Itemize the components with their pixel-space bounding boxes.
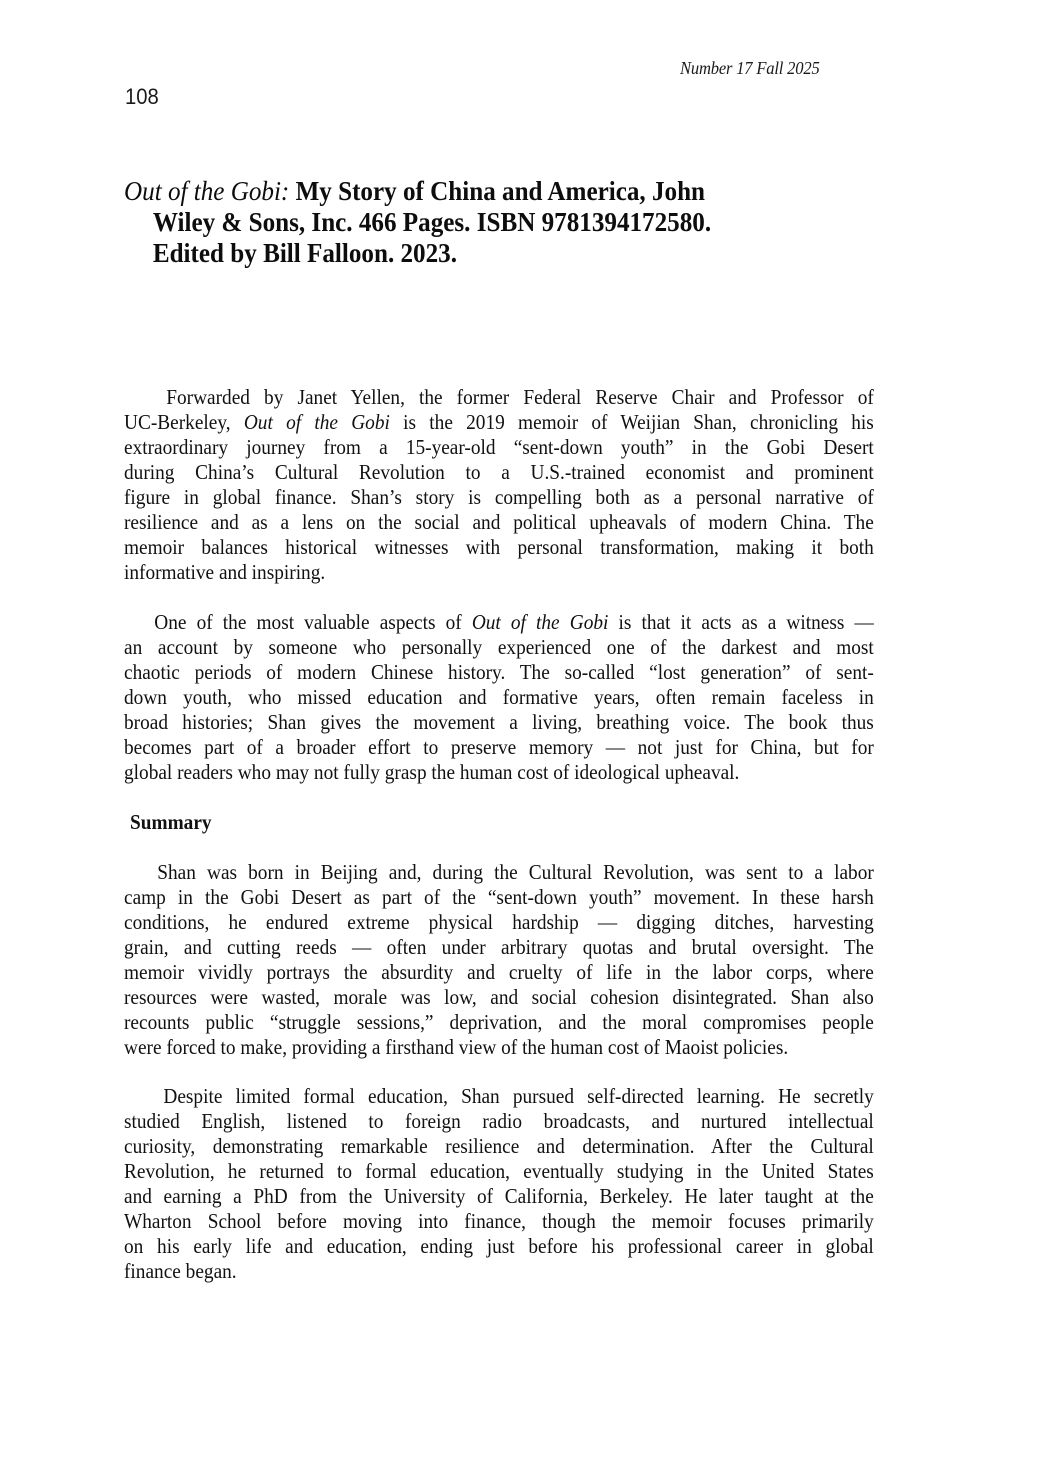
text-line [124,1209,874,1234]
text-line [124,910,874,935]
text-line-content: extraordinary journey from a 15-year-old “sent-down youth” in the Gobi Desert [124,435,874,459]
text-line-content: chaotic periods of modern Chinese history. The so-called “lost generation” of sent- [124,660,874,684]
text-segment: is the 2019 memoir of Weijian Shan, chronicling his [389,410,874,434]
text-line-content: an account by someone who personally experienced one of the darkest and most [124,635,874,659]
text-line [124,985,874,1010]
text-line-content: Shan was born in Beijing and, during the Cultural Revolution, was sent to a labor [124,860,874,884]
text-line-content: down youth, who missed education and formative years, often remain faceless in [124,685,874,709]
text-line-content: curiosity, demonstrating remarkable resilience and determination. After the Cultural [124,1134,874,1158]
text-line-content: figure in global finance. Shan’s story is compelling both as a personal narrative of [124,485,874,509]
text-line-content: during China’s Cultural Revolution to a U.S.-trained economist and prominent [124,460,874,484]
text-line [124,1035,874,1060]
text-line [124,935,874,960]
text-line [124,1109,874,1134]
text-line-content: memoir balances historical witnesses with personal transformation, making it both [124,535,874,559]
text-line [124,560,874,585]
paragraph-summary-2 [124,1084,874,1284]
text-line-content: memoir vividly portrays the absurdity and cruelty of life in the labor corps, where [124,960,874,984]
text-line [124,660,874,685]
text-line-content: camp in the Gobi Desert as part of the “sent-down youth” movement. In these harsh [124,885,874,909]
paragraph-summary-1 [124,860,874,1060]
text-line-content: studied English, listened to foreign radio broadcasts, and nurtured intellectual [124,1109,874,1133]
text-line [124,610,874,635]
text-line-content: global readers who may not fully grasp the human cost of ideological upheaval. [124,760,740,784]
page-number: 108 [125,84,159,109]
title-line-1 [124,176,831,207]
text-segment: One of the most valuable aspects of [124,610,472,634]
text-line-content: Wharton School before moving into finance, though the memoir focuses primarily [124,1209,874,1233]
text-line-content: Despite limited formal education, Shan pursued self-directed learning. He secretly [124,1084,874,1108]
text-line [124,1234,874,1259]
text-line-content: Forwarded by Janet Yellen, the former Federal Reserve Chair and Professor of [124,385,874,409]
text-line-content: resources were wasted, morale was low, and social cohesion disintegrated. Shan also [124,985,874,1009]
text-line [124,435,874,460]
text-line [124,685,874,710]
text-line-content: resilience and as a lens on the social and political upheavals of modern China. The [124,510,874,534]
text-line [124,460,874,485]
text-line-content: informative and inspiring. [124,560,326,584]
text-line [124,410,874,435]
text-line [124,1010,874,1035]
title-line-1-rest: My Story of China and America, John [289,176,706,206]
title-line-3: Edited by Bill Falloon. 2023. [152,238,457,268]
book-title-italic: Out of the Gobi [471,610,609,634]
text-line-content: conditions, he endured extreme physical hardship — digging ditches, harvesting [124,910,874,934]
book-title: Out of the Gobi: [124,176,290,206]
text-line-content: broad histories; Shan gives the movement a living, breathing voice. The book thus [124,710,874,734]
text-line [124,1084,874,1109]
text-line-content [124,610,874,635]
paragraph-intro [124,385,874,585]
text-line [124,760,874,785]
title-line-2: Wiley & Sons, Inc. 466 Pages. ISBN 9781394172580. [152,207,712,237]
text-line-content: grain, and cutting reeds — often under arbitrary quotas and brutal oversight. The [124,935,874,959]
text-line-content: were forced to make, providing a firsthand view of the human cost of Maoist policies. [124,1035,789,1059]
text-line [124,1259,874,1284]
section-heading-summary: Summary [130,810,212,834]
running-head: Number 17 Fall 2025 [680,58,820,78]
text-line [124,510,874,535]
text-line [124,710,874,735]
text-line [124,1159,874,1184]
text-line [124,860,874,885]
text-line [124,635,874,660]
text-line-content: and earning a PhD from the University of California, Berkeley. He later taught at the [124,1184,874,1208]
text-line-content [124,410,874,435]
review-title [124,176,884,269]
text-line [124,960,874,985]
book-title-italic: Out of the Gobi [243,410,390,434]
text-line-content: Revolution, he returned to formal education, eventually studying in the United States [124,1159,874,1183]
text-line [124,1184,874,1209]
text-line-content: on his early life and education, ending just before his professional career in global [124,1234,874,1258]
text-line [124,885,874,910]
paragraph-witness [124,610,874,785]
text-line-content: recounts public “struggle sessions,” deprivation, and the moral compromises people [124,1010,874,1034]
text-segment: UC-Berkeley, [124,410,244,434]
text-line [124,1134,874,1159]
text-line [124,485,874,510]
text-line [124,535,874,560]
text-line-content: becomes part of a broader effort to preserve memory — not just for China, but for [124,735,874,759]
text-line [124,385,874,410]
text-line [124,735,874,760]
text-line-content: finance began. [124,1259,237,1283]
text-segment: is that it acts as a witness — [608,610,874,634]
